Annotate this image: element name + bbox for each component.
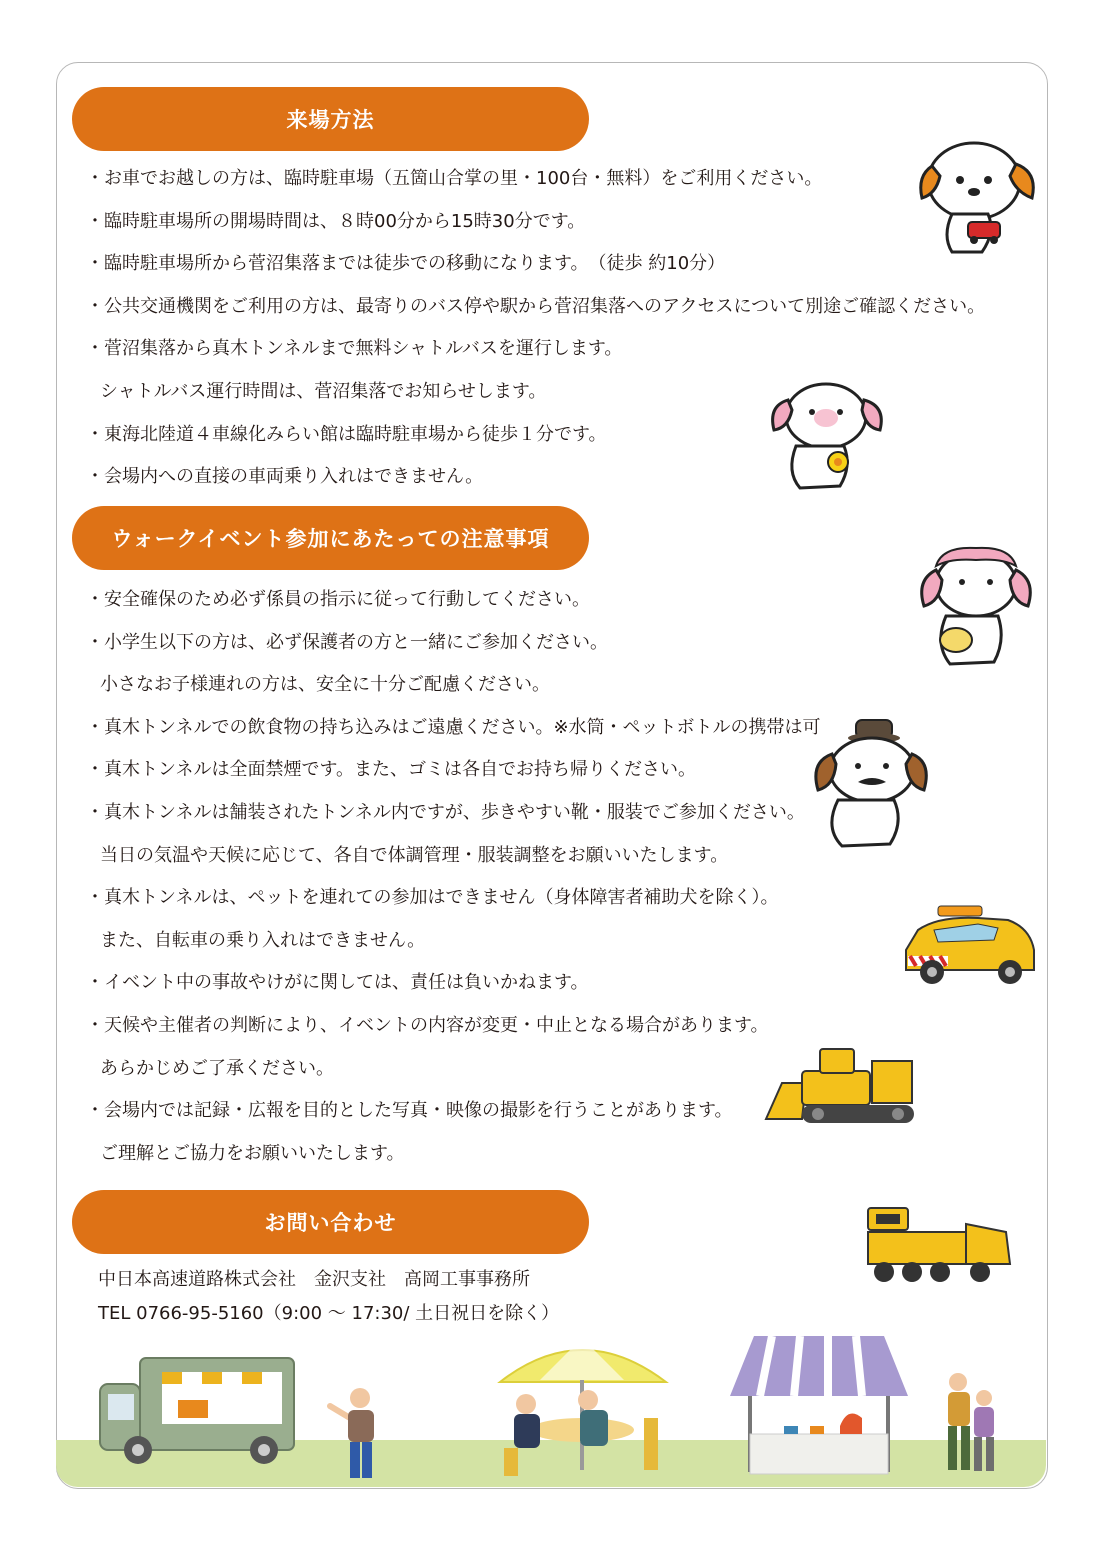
list-item: ・会場内への直接の車両乗り入れはできません。 [86, 466, 484, 488]
patrol-car-icon [898, 900, 1040, 990]
notes-list [86, 579, 821, 1175]
list-item: ・真木トンネルでの飲食物の持ち込みはご遠慮ください。※水筒・ペットボトルの携帯は可 [86, 716, 821, 738]
person-waving-icon [326, 1386, 396, 1482]
mascot-dog-bag-icon [912, 540, 1037, 670]
list-item: ・臨時駐車場所の開場時間は、８時00分から15時30分です。 [86, 210, 586, 232]
list-item: シャトルバス運行時間は、菅沼集落でお知らせします。 [100, 380, 547, 402]
access-heading: 来場方法 [72, 87, 589, 151]
list-item: ・安全確保のため必ず係員の指示に従って行動してください。 [86, 589, 590, 610]
mascot-dog-icon [912, 136, 1042, 261]
list-item: また、自転車の乗り入れはできません。 [100, 929, 426, 951]
contact-block [98, 1263, 559, 1331]
list-item: ・真木トンネルは、ペットを連れての参加はできません（身体障害者補助犬を除く）。 [86, 887, 779, 909]
parasol-table-icon [496, 1334, 670, 1480]
list-item: あらかじめご了承ください。 [100, 1057, 334, 1079]
list-item: ・お車でお越しの方は、臨時駐車場（五箇山合掌の里・100台・無料）をご利用ください。 [86, 168, 823, 189]
list-item: ・公共交通機関をご利用の方は、最寄りのバス停や駅から菅沼集落へのアクセスについて別途ご確認ください。 [86, 295, 986, 317]
market-stall-icon [728, 1334, 910, 1478]
list-item: 当日の気温や天候に応じて、各自で体調管理・服装調整をお願いいたします。 [100, 844, 729, 866]
list-item: ・臨時駐車場所から菅沼集落までは徒歩での移動になります。 （徒歩 約10分） [86, 253, 726, 275]
contact-tel: TEL 0766-95-5160（9:00 ～ 17:30/ 土日祝日を除く） [98, 1303, 560, 1324]
list-item: ・真木トンネルは舗装されたトンネル内ですが、歩きやすい靴・服装でご参加ください。 [86, 801, 805, 823]
list-item: ・会場内では記録・広報を目的とした写真・映像の撮影を行うことがあります。 [86, 1100, 733, 1122]
list-item: ・天候や主催者の判断により、イベントの内容が変更・中止となる場合があります。 [86, 1014, 769, 1036]
list-item: ・小学生以下の方は、必ず保護者の方と一緒にご参加ください。 [86, 631, 608, 653]
snow-plow-truck-icon [862, 1202, 1014, 1286]
contact-org: 中日本高速道路株式会社 金沢支社 高岡工事事務所 [98, 1269, 530, 1290]
food-truck-icon [98, 1354, 298, 1468]
list-item: ・菅沼集落から真木トンネルまで無料シャトルバスを運行します。 [86, 338, 623, 360]
contact-heading: お問い合わせ [72, 1190, 589, 1254]
list-item: ・イベント中の事故やけがに関しては、責任は負いかねます。 [86, 972, 589, 994]
mascot-dog-hat-icon [808, 716, 933, 851]
list-item: ご理解とご協力をお願いいたします。 [100, 1142, 405, 1164]
mascot-dog-flower-icon [766, 376, 891, 494]
list-item: ・東海北陸道４車線化みらい館は臨時駐車場から徒歩１分です。 [86, 423, 607, 445]
walking-couple-icon [932, 1372, 1012, 1480]
notes-heading: ウォークイベント参加にあたっての注意事項 [72, 506, 589, 570]
list-item: 小さなお子様連れの方は、安全に十分ご配慮ください。 [100, 674, 550, 696]
list-item: ・真木トンネルは全面禁煙です。また、ゴミは各自でお持ち帰りください。 [86, 759, 697, 781]
bulldozer-icon [762, 1043, 920, 1129]
